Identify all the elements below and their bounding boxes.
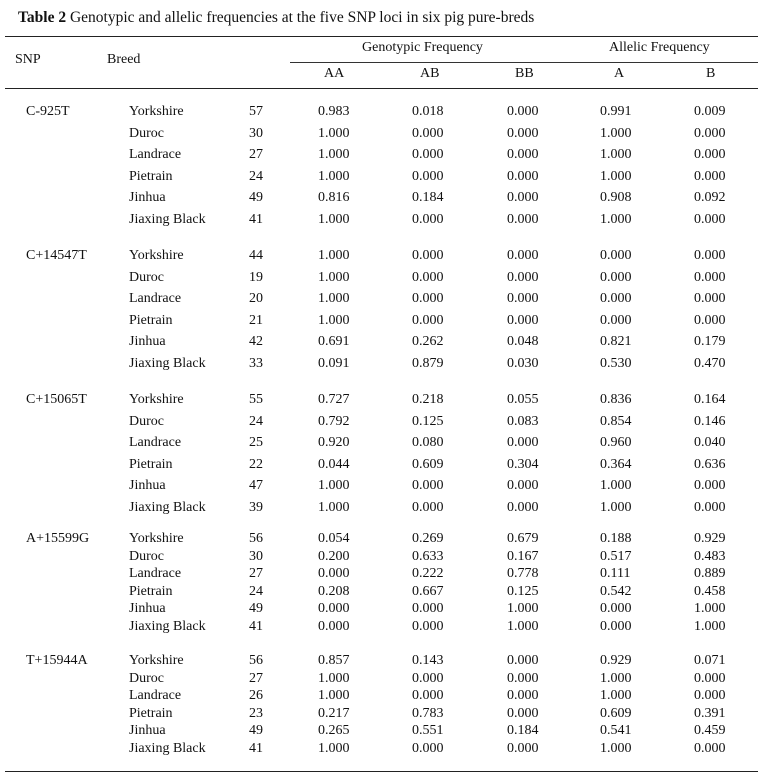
cell-a: 1.000 <box>600 741 632 756</box>
cell-n: 20 <box>249 291 263 307</box>
cell-ab: 0.879 <box>412 356 444 371</box>
cell-ab: 0.000 <box>412 688 444 704</box>
cell-b: 0.164 <box>694 392 726 407</box>
cell-aa: 0.727 <box>318 392 350 407</box>
cell-ab: 0.551 <box>412 723 444 739</box>
cell-ab: 0.000 <box>412 619 444 634</box>
cell-bb: 0.083 <box>507 413 539 429</box>
cell-ab: 0.783 <box>412 705 444 721</box>
header-bb: BB <box>515 66 534 81</box>
cell-aa: 1.000 <box>318 168 350 184</box>
cell-aa: 1.000 <box>318 688 350 704</box>
cell-a: 0.991 <box>600 104 632 119</box>
cell-breed: Yorkshire <box>129 392 184 407</box>
cell-n: 25 <box>249 435 263 451</box>
cell-bb: 1.000 <box>507 601 539 617</box>
cell-n: 24 <box>249 583 263 599</box>
header-a: A <box>614 66 625 81</box>
cell-aa: 0.200 <box>318 548 350 564</box>
cell-bb: 0.000 <box>507 705 539 721</box>
cell-aa: 1.000 <box>318 212 350 227</box>
cell-bb: 0.000 <box>507 190 539 206</box>
cell-aa: 1.000 <box>318 291 350 307</box>
cell-bb: 0.000 <box>507 168 539 184</box>
cell-aa: 1.000 <box>318 741 350 756</box>
cell-aa: 0.091 <box>318 356 350 371</box>
cell-bb: 0.000 <box>507 478 539 494</box>
cell-a: 0.364 <box>600 456 632 472</box>
cell-b: 0.146 <box>694 413 726 429</box>
cell-aa: 1.000 <box>318 500 350 515</box>
cell-ab: 0.000 <box>412 601 444 617</box>
cell-breed: Pietrain <box>129 168 173 184</box>
cell-breed: Yorkshire <box>129 248 184 263</box>
cell-n: 47 <box>249 478 263 494</box>
cell-bb: 0.000 <box>507 291 539 307</box>
cell-n: 44 <box>249 248 263 263</box>
cell-a: 1.000 <box>600 500 632 515</box>
cell-bb: 0.000 <box>507 248 539 263</box>
cell-a: 0.854 <box>600 413 632 429</box>
cell-aa: 0.054 <box>318 531 350 546</box>
cell-n: 27 <box>249 670 263 686</box>
cell-b: 0.391 <box>694 705 726 721</box>
cell-a: 1.000 <box>600 478 632 494</box>
cell-b: 0.889 <box>694 566 726 582</box>
cell-b: 0.179 <box>694 334 726 350</box>
header-allelic-frequency: Allelic Frequency <box>609 40 710 55</box>
cell-n: 41 <box>249 619 263 634</box>
cell-aa: 1.000 <box>318 125 350 141</box>
cell-b: 0.000 <box>694 168 726 184</box>
cell-b: 0.929 <box>694 531 726 546</box>
cell-bb: 0.167 <box>507 548 539 564</box>
cell-n: 49 <box>249 601 263 617</box>
cell-n: 27 <box>249 147 263 163</box>
cell-bb: 0.304 <box>507 456 539 472</box>
cell-a: 1.000 <box>600 212 632 227</box>
cell-n: 33 <box>249 356 263 371</box>
cell-ab: 0.218 <box>412 392 444 407</box>
cell-n: 22 <box>249 456 263 472</box>
cell-bb: 0.000 <box>507 269 539 285</box>
cell-breed: Pietrain <box>129 456 173 472</box>
top-rule <box>5 36 758 37</box>
cell-aa: 0.983 <box>318 104 350 119</box>
cell-bb: 0.000 <box>507 670 539 686</box>
header-aa: AA <box>324 66 345 81</box>
cell-bb: 0.000 <box>507 653 539 668</box>
cell-b: 0.000 <box>694 312 726 328</box>
cell-b: 0.000 <box>694 269 726 285</box>
table-caption-text: Genotypic and allelic frequencies at the five SNP loci in six pig pure-breds <box>66 9 535 26</box>
cell-ab: 0.000 <box>412 741 444 756</box>
snp-label: C-925T <box>26 104 70 119</box>
cell-ab: 0.000 <box>412 212 444 227</box>
cell-breed: Jiaxing Black <box>129 741 206 756</box>
cell-bb: 0.030 <box>507 356 539 371</box>
cell-ab: 0.000 <box>412 168 444 184</box>
cell-a: 0.000 <box>600 291 632 307</box>
cell-ab: 0.184 <box>412 190 444 206</box>
cell-b: 0.000 <box>694 670 726 686</box>
cell-aa: 0.816 <box>318 190 350 206</box>
cell-a: 0.960 <box>600 435 632 451</box>
cell-b: 0.483 <box>694 548 726 564</box>
cell-bb: 0.000 <box>507 212 539 227</box>
cell-a: 0.000 <box>600 619 632 634</box>
cell-n: 49 <box>249 723 263 739</box>
cell-breed: Jiaxing Black <box>129 212 206 227</box>
snp-label: C+14547T <box>26 248 87 263</box>
cell-breed: Landrace <box>129 566 182 582</box>
cell-bb: 0.184 <box>507 723 539 739</box>
cell-a: 1.000 <box>600 688 632 704</box>
cell-bb: 0.000 <box>507 688 539 704</box>
cell-bb: 0.000 <box>507 500 539 515</box>
cell-ab: 0.222 <box>412 566 444 582</box>
cell-a: 1.000 <box>600 168 632 184</box>
cell-breed: Jinhua <box>129 723 166 739</box>
cell-bb: 0.000 <box>507 741 539 756</box>
cell-breed: Landrace <box>129 435 182 451</box>
cell-ab: 0.018 <box>412 104 444 119</box>
cell-aa: 0.691 <box>318 334 350 350</box>
cell-aa: 1.000 <box>318 312 350 328</box>
cell-ab: 0.143 <box>412 653 444 668</box>
snp-label: C+15065T <box>26 392 87 407</box>
cell-n: 21 <box>249 312 263 328</box>
cell-b: 0.000 <box>694 741 726 756</box>
cell-b: 0.000 <box>694 291 726 307</box>
header-breed: Breed <box>107 52 141 67</box>
cell-n: 27 <box>249 566 263 582</box>
cell-breed: Yorkshire <box>129 531 184 546</box>
cell-ab: 0.125 <box>412 413 444 429</box>
cell-b: 0.000 <box>694 147 726 163</box>
cell-aa: 0.000 <box>318 601 350 617</box>
cell-ab: 0.000 <box>412 500 444 515</box>
header-snp: SNP <box>15 52 41 67</box>
cell-breed: Pietrain <box>129 312 173 328</box>
cell-breed: Pietrain <box>129 705 173 721</box>
cell-n: 56 <box>249 653 263 668</box>
cell-breed: Duroc <box>129 269 164 285</box>
cell-n: 55 <box>249 392 263 407</box>
cell-aa: 0.857 <box>318 653 350 668</box>
cell-ab: 0.000 <box>412 248 444 263</box>
cell-aa: 0.265 <box>318 723 350 739</box>
cell-bb: 0.679 <box>507 531 539 546</box>
cell-aa: 0.208 <box>318 583 350 599</box>
header-genotypic-frequency: Genotypic Frequency <box>362 40 483 55</box>
header-ab: AB <box>420 66 440 81</box>
cell-bb: 0.778 <box>507 566 539 582</box>
cell-bb: 0.000 <box>507 435 539 451</box>
cell-a: 1.000 <box>600 125 632 141</box>
cell-breed: Duroc <box>129 670 164 686</box>
cell-aa: 1.000 <box>318 670 350 686</box>
cell-breed: Jiaxing Black <box>129 356 206 371</box>
cell-n: 24 <box>249 413 263 429</box>
cell-b: 0.000 <box>694 248 726 263</box>
cell-n: 19 <box>249 269 263 285</box>
cell-ab: 0.000 <box>412 291 444 307</box>
cell-aa: 1.000 <box>318 248 350 263</box>
cell-ab: 0.269 <box>412 531 444 546</box>
cell-bb: 0.000 <box>507 312 539 328</box>
cell-aa: 0.792 <box>318 413 350 429</box>
cell-n: 24 <box>249 168 263 184</box>
cell-breed: Landrace <box>129 291 182 307</box>
cell-aa: 1.000 <box>318 147 350 163</box>
cell-a: 1.000 <box>600 147 632 163</box>
cell-bb: 0.125 <box>507 583 539 599</box>
cell-a: 0.000 <box>600 269 632 285</box>
cell-ab: 0.000 <box>412 269 444 285</box>
cell-a: 0.111 <box>600 566 631 582</box>
cell-aa: 0.217 <box>318 705 350 721</box>
cell-b: 0.458 <box>694 583 726 599</box>
cell-n: 57 <box>249 104 263 119</box>
cell-breed: Duroc <box>129 548 164 564</box>
cell-a: 0.000 <box>600 601 632 617</box>
cell-breed: Jinhua <box>129 601 166 617</box>
cell-n: 41 <box>249 741 263 756</box>
cell-a: 0.517 <box>600 548 632 564</box>
cell-a: 0.821 <box>600 334 632 350</box>
cell-b: 0.092 <box>694 190 726 206</box>
cell-a: 0.609 <box>600 705 632 721</box>
cell-a: 0.530 <box>600 356 632 371</box>
cell-aa: 0.920 <box>318 435 350 451</box>
cell-n: 30 <box>249 548 263 564</box>
table-caption <box>18 9 534 27</box>
cell-breed: Duroc <box>129 413 164 429</box>
cell-b: 0.071 <box>694 653 726 668</box>
cell-aa: 0.000 <box>318 566 350 582</box>
cell-breed: Landrace <box>129 147 182 163</box>
header-sub-rule <box>290 62 758 63</box>
cell-a: 0.000 <box>600 312 632 328</box>
cell-bb: 1.000 <box>507 619 539 634</box>
cell-bb: 0.000 <box>507 104 539 119</box>
cell-breed: Jiaxing Black <box>129 500 206 515</box>
cell-b: 0.009 <box>694 104 726 119</box>
cell-breed: Yorkshire <box>129 104 184 119</box>
cell-n: 42 <box>249 334 263 350</box>
cell-ab: 0.667 <box>412 583 444 599</box>
cell-n: 41 <box>249 212 263 227</box>
cell-aa: 0.044 <box>318 456 350 472</box>
cell-ab: 0.262 <box>412 334 444 350</box>
table-label: Table 2 <box>18 9 67 26</box>
bottom-rule <box>5 771 758 772</box>
cell-bb: 0.055 <box>507 392 539 407</box>
cell-n: 30 <box>249 125 263 141</box>
cell-a: 0.541 <box>600 723 632 739</box>
cell-ab: 0.000 <box>412 478 444 494</box>
cell-b: 0.000 <box>694 478 726 494</box>
cell-b: 0.000 <box>694 500 726 515</box>
cell-breed: Landrace <box>129 688 182 704</box>
cell-ab: 0.609 <box>412 456 444 472</box>
cell-aa: 1.000 <box>318 269 350 285</box>
cell-a: 0.836 <box>600 392 632 407</box>
cell-b: 0.040 <box>694 435 726 451</box>
cell-b: 0.000 <box>694 688 726 704</box>
cell-b: 0.636 <box>694 456 726 472</box>
cell-a: 0.188 <box>600 531 632 546</box>
cell-aa: 1.000 <box>318 478 350 494</box>
cell-ab: 0.000 <box>412 670 444 686</box>
cell-b: 1.000 <box>694 619 726 634</box>
cell-breed: Jinhua <box>129 190 166 206</box>
cell-b: 0.470 <box>694 356 726 371</box>
cell-bb: 0.048 <box>507 334 539 350</box>
cell-aa: 0.000 <box>318 619 350 634</box>
cell-ab: 0.080 <box>412 435 444 451</box>
cell-n: 49 <box>249 190 263 206</box>
cell-n: 39 <box>249 500 263 515</box>
cell-b: 0.459 <box>694 723 726 739</box>
cell-b: 1.000 <box>694 601 726 617</box>
cell-a: 0.908 <box>600 190 632 206</box>
cell-breed: Duroc <box>129 125 164 141</box>
cell-a: 0.542 <box>600 583 632 599</box>
cell-ab: 0.000 <box>412 312 444 328</box>
cell-ab: 0.633 <box>412 548 444 564</box>
cell-bb: 0.000 <box>507 147 539 163</box>
cell-breed: Pietrain <box>129 583 173 599</box>
cell-breed: Jinhua <box>129 334 166 350</box>
cell-breed: Yorkshire <box>129 653 184 668</box>
snp-label: A+15599G <box>26 531 90 546</box>
cell-b: 0.000 <box>694 125 726 141</box>
cell-n: 23 <box>249 705 263 721</box>
snp-label: T+15944A <box>26 653 88 668</box>
cell-a: 0.929 <box>600 653 632 668</box>
cell-bb: 0.000 <box>507 125 539 141</box>
cell-n: 56 <box>249 531 263 546</box>
cell-a: 1.000 <box>600 670 632 686</box>
cell-ab: 0.000 <box>412 147 444 163</box>
cell-breed: Jinhua <box>129 478 166 494</box>
cell-a: 0.000 <box>600 248 632 263</box>
cell-ab: 0.000 <box>412 125 444 141</box>
cell-n: 26 <box>249 688 263 704</box>
cell-breed: Jiaxing Black <box>129 619 206 634</box>
cell-b: 0.000 <box>694 212 726 227</box>
header-bottom-rule <box>5 88 758 89</box>
header-b: B <box>706 66 716 81</box>
